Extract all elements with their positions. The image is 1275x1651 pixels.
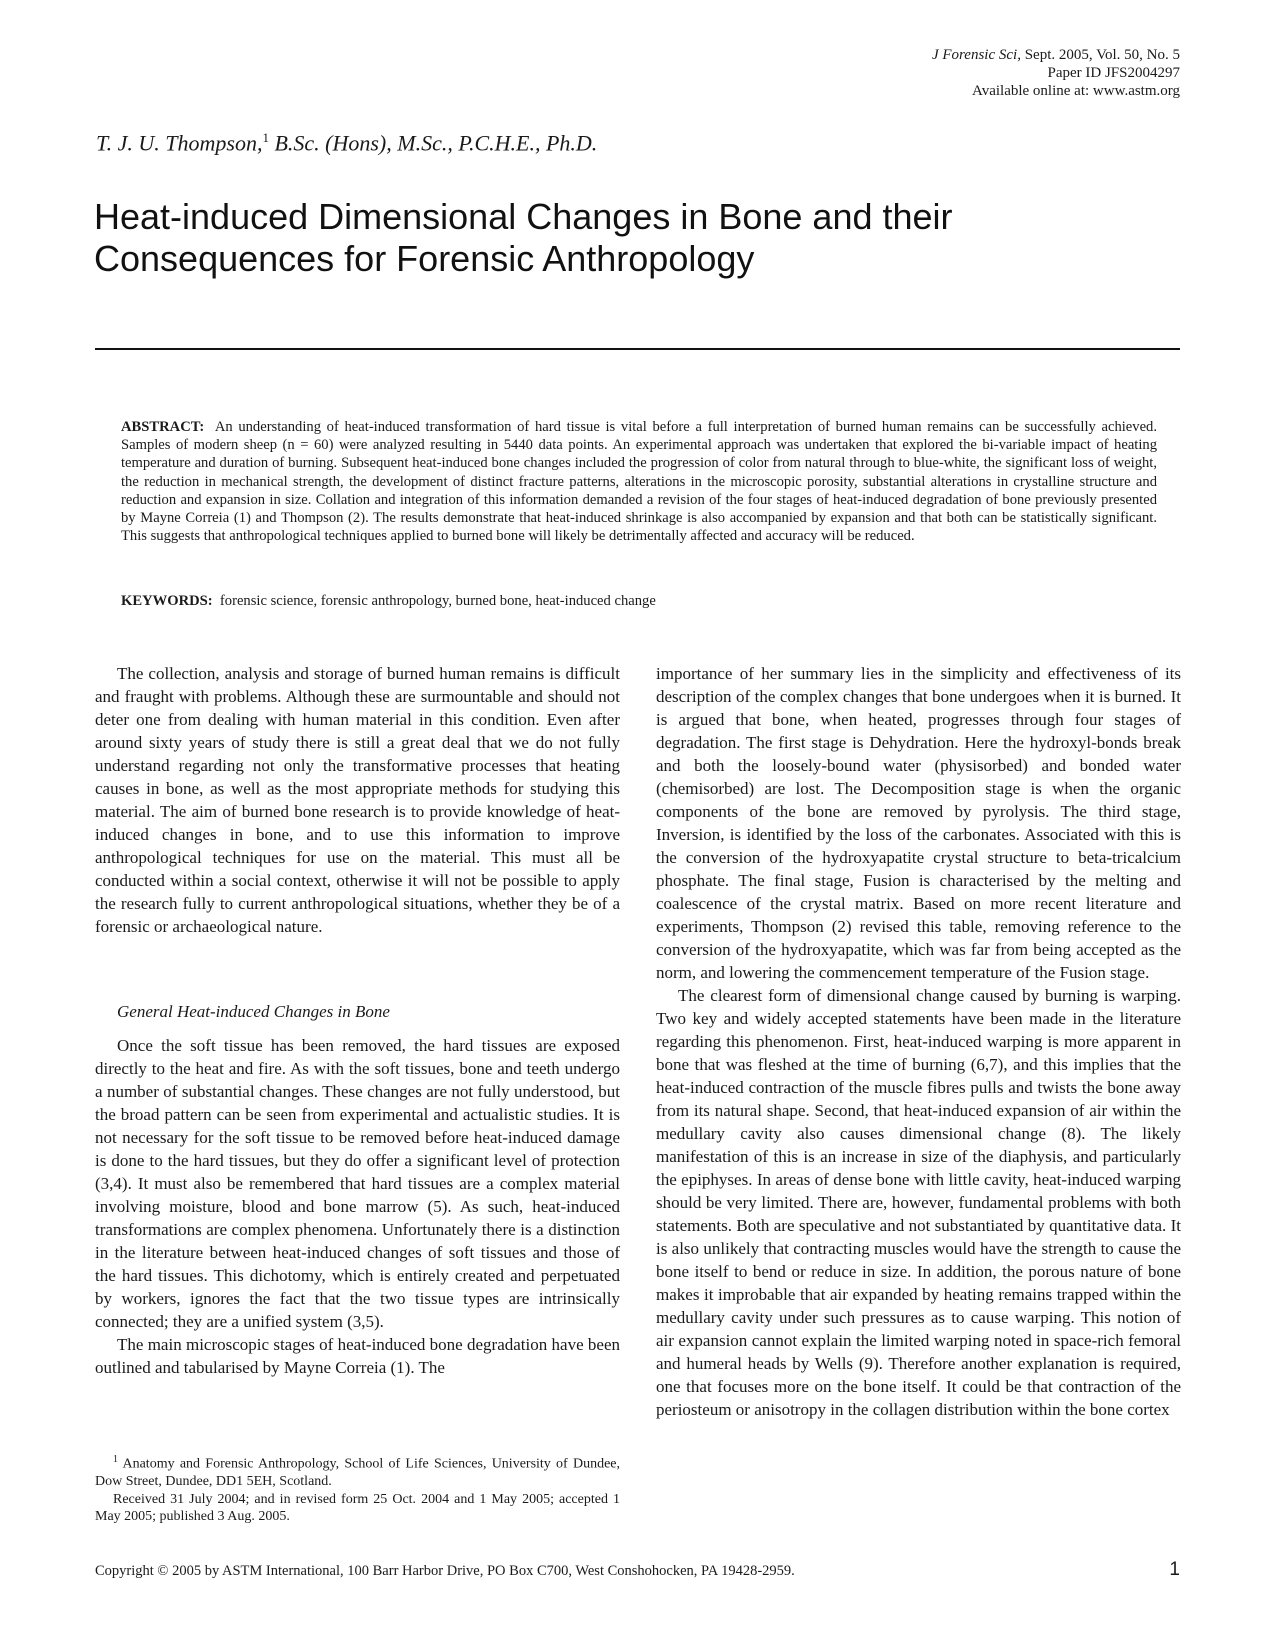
section-paragraph-2: The main microscopic stages of heat-induced bone degradation have been outlined and tabularised by Mayne Correia (1). The xyxy=(95,1335,620,1377)
right-paragraph-1: importance of her summary lies in the simplicity and effectiveness of its description of the complex changes that bone undergoes when it is burned. It is argued that bone, when heated, progresses through four stages of degradation. The first stage is Dehydration. Here the hydroxyl-bonds break and both the loosely-bound water (physisorbed) and bonded water (chemisorbed) are lost. The Decomposition stage is when the organic components of the bone are removed by pyrolysis. The third stage, Inversion, is identified by the loss of the carbonates. Associated with this is the conversion of the hydroxyapatite crystal structure to beta-tricalcium phosphate. The final stage, Fusion is characterised by the melting and coalescence of the crystal matrix. Based on more recent literature and experiments, Thompson (2) revised this table, removing reference to the conversion of the hydroxyapatite, which was far from being accepted as the norm, and lowering the commencement temperature of the Fusion stage. xyxy=(656,664,1181,982)
keywords-label: KEYWORDS: xyxy=(121,593,213,609)
copyright-footer: Copyright © 2005 by ASTM International, 100 Barr Harbor Drive, PO Box C700, West Conshohocken, PA 19428-2959. xyxy=(95,1563,795,1579)
journal-reference xyxy=(932,46,1180,100)
received-dates: Received 31 July 2004; and in revised form 25 Oct. 2004 and 1 May 2005; accepted 1 May 2005; published 3 Aug. 2005. xyxy=(95,1491,620,1525)
title-divider xyxy=(95,348,1180,350)
journal-issue: Sept. 2005, Vol. 50, No. 5 xyxy=(1024,47,1180,63)
author-name: T. J. U. Thompson, xyxy=(96,130,263,156)
affiliation-text: Anatomy and Forensic Anthropology, School of Life Sciences, University of Dundee, Dow Street, Dundee, DD1 5EH, Scotland. xyxy=(95,1456,620,1490)
section-body xyxy=(95,1034,620,1379)
abstract xyxy=(121,418,1157,545)
affiliation-footnote xyxy=(95,1451,620,1491)
author-line xyxy=(96,124,597,157)
footnote-mark: 1 xyxy=(113,1454,118,1465)
abstract-text: An understanding of heat-induced transformation of hard tissue is vital before a full interpretation of burned human remains can be successfully achieved. Samples of modern sheep (n = 60) were analyzed resulting in 5440 data points. An experimental approach was undertaken that explored the bi-variable impact of heating temperature and duration of burning. Subsequent heat-induced bone changes included the progression of color from natural through to blue-white, the significant loss of weight, the reduction in mechanical strength, the development of distinct fracture patterns, alterations in the microscopic porosity, substantial alterations in crystalline structure and reduction and expansion in size. Collation and integration of this information demanded a revision of the four stages of heat-induced degradation of bone previously presented by Mayne Correia (1) and Thompson (2). The results demonstrate that heat-induced shrinkage is also accompanied by expansion and that both can be statistically significant. This suggests that anthropological techniques applied to burned bone will likely be detrimentally affected and accuracy will be reduced. xyxy=(121,419,1157,545)
abstract-label: ABSTRACT: xyxy=(121,419,205,435)
right-paragraph-2: The clearest form of dimensional change caused by burning is warping. Two key and widely accepted statements have been made in the literature regarding this phenomenon. First, heat-induced warping is more apparent in bone that was fleshed at the time of burning (6,7), and this implies that the heat-induced contraction of the muscle fibres pulls and twists the bone away from its natural shape. Second, that heat-induced expansion of air within the medullary cavity also causes dimensional change (8). The likely manifestation of this is an increase in size of the diaphysis, and particularly the epiphyses. In areas of dense bone with little cavity, heat-induced warping should be very limited. There are, however, fundamental problems with both statements. Both are speculative and not substantiated by quantitative data. It is also unlikely that contracting muscles would have the strength to cause the bone itself to bend or reduce in size. In addition, the porous nature of bone makes it improbable that air expanded by heating remains trapped within the medullary cavity under such pressures as to cause warping. This notion of air expansion cannot explain the limited warping noted in space-rich femoral and humeral heads by Wells (9). Therefore another explanation is required, one that focuses more on the bone itself. It could be that contraction of the periosteum or anisotropy in the collagen distribution within the bone cortex xyxy=(656,986,1181,1419)
section-paragraph-1: Once the soft tissue has been removed, the hard tissues are exposed directly to the heat and fire. As with the soft tissues, bone and teeth undergo a number of substantial changes. These changes are not fully understood, but the broad pattern can be seen from experimental and actualistic studies. It is not necessary for the soft tissue to be removed before heat-induced damage is done to the hard tissues, but they do offer a significant level of protection (3,4). It must also be remembered that hard tissues are a complex material involving moisture, blood and bone marrow (5). As such, heat-induced transformations are complex phenomena. Unfortunately there is a distinction in the literature between heat-induced changes of soft tissues and those of the hard tissues. This dichotomy, which is entirely created and perpetuated by workers, ignores the fact that the two tissue types are intrinsically connected; they are a unified system (3,5). xyxy=(95,1036,620,1331)
author-footnote-mark: 1 xyxy=(262,130,269,145)
paper-title: Heat-induced Dimensional Changes in Bone and their Consequences for Forensic Anthropology xyxy=(94,196,953,279)
author-degrees: B.Sc. (Hons), M.Sc., P.C.H.E., Ph.D. xyxy=(268,130,598,156)
intro-paragraph: The collection, analysis and storage of burned human remains is difficult and fraught with problems. Although these are surmountable and should not deter one from dealing with human material in this condition. Even after around sixty years of study there is still a great deal that we do not fully understand regarding not only the transformative processes that heating causes in bone, as well as the most appropriate methods for studying this material. The aim of burned bone research is to provide knowledge of heat-induced changes in bone, and to use this information to improve anthropological techniques for use on the material. This must all be conducted within a social context, otherwise it will not be possible to apply the research fully to current anthropological situations, whether they be of a forensic or archaeological nature. xyxy=(95,664,620,936)
section-heading: General Heat-induced Changes in Bone xyxy=(117,1002,390,1021)
journal-name: J Forensic Sci, xyxy=(931,47,1021,63)
paper-id: Paper ID JFS2004297 xyxy=(1047,65,1180,81)
online-availability: Available online at: www.astm.org xyxy=(971,83,1180,99)
keywords xyxy=(121,592,1157,610)
right-column xyxy=(656,662,1181,1421)
footnotes xyxy=(95,1451,620,1526)
left-column xyxy=(95,662,620,1377)
page-number: 1 xyxy=(1169,1559,1180,1580)
keywords-text: forensic science, forensic anthropology, burned bone, heat-induced change xyxy=(219,593,656,609)
